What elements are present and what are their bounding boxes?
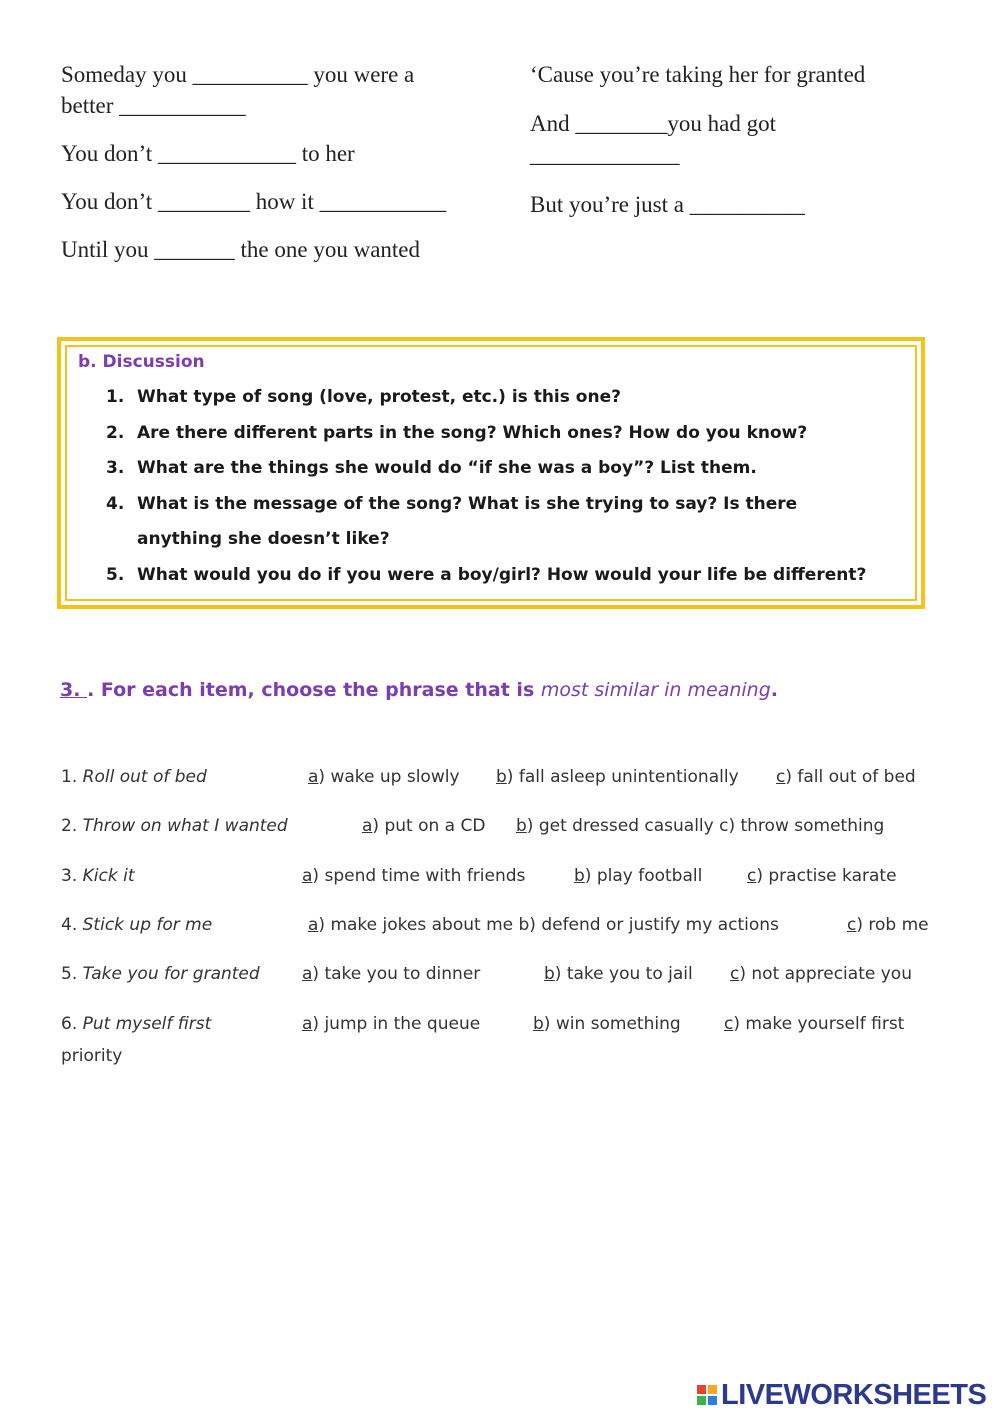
item-phrase: Take you for granted bbox=[82, 964, 260, 984]
item-phrase: Stick up for me bbox=[82, 915, 213, 935]
option-letter: a bbox=[308, 915, 319, 935]
discussion-question bbox=[106, 458, 757, 478]
option-text: ) fall out of bed bbox=[785, 767, 916, 787]
item-number: 1. bbox=[61, 767, 78, 787]
option-c[interactable] bbox=[747, 866, 897, 886]
option-a[interactable] bbox=[362, 816, 485, 836]
option-a[interactable] bbox=[302, 866, 525, 886]
liveworksheets-logo bbox=[697, 1379, 986, 1411]
question-text: What would you do if you were a boy/girl? How would your life be different? bbox=[137, 565, 867, 585]
question-number: 3. bbox=[106, 458, 125, 478]
lyric-line: Someday you __________ you were a bbox=[61, 62, 415, 87]
option-text: ) put on a CD bbox=[372, 816, 486, 836]
option-text: ) practise karate bbox=[756, 866, 897, 886]
option-text: ) win something bbox=[543, 1014, 681, 1034]
question-number: 4. bbox=[106, 494, 125, 514]
option-text: ) take you to jail bbox=[554, 964, 693, 984]
option-text: ) not appreciate you bbox=[739, 964, 912, 984]
lyric-line: You don’t ____________ to her bbox=[61, 141, 355, 166]
item-label bbox=[61, 1014, 211, 1034]
option-letter: b bbox=[533, 1014, 544, 1034]
section-number: 3. bbox=[60, 679, 88, 701]
logo-mark-icon bbox=[697, 1385, 717, 1405]
option-a[interactable] bbox=[302, 1014, 480, 1034]
option-letter: b bbox=[496, 767, 507, 787]
item-label bbox=[61, 767, 207, 787]
option-c[interactable] bbox=[724, 1014, 904, 1034]
item-number: 2. bbox=[61, 816, 78, 836]
section-title-emphasis: most similar in meaning bbox=[540, 679, 771, 701]
discussion-question bbox=[106, 423, 807, 443]
item-label bbox=[61, 915, 212, 935]
item-phrase: Kick it bbox=[82, 866, 135, 886]
lyric-line: But you’re just a __________ bbox=[530, 192, 805, 217]
option-letter: a bbox=[302, 866, 313, 886]
item-number: 4. bbox=[61, 915, 78, 935]
option-c[interactable] bbox=[776, 767, 916, 787]
question-number: 5. bbox=[106, 565, 125, 585]
question-text: What is the message of the song? What is she trying to say? Is there bbox=[137, 494, 798, 514]
lyric-line: And ________you had got bbox=[530, 111, 776, 136]
discussion-question bbox=[106, 387, 621, 407]
option-letter: b bbox=[516, 816, 527, 836]
lyric-line: Until you _______ the one you wanted bbox=[61, 237, 421, 262]
lyric-line: _____________ bbox=[530, 142, 680, 167]
discussion-title: b. Discussion bbox=[78, 352, 205, 372]
option-text: ) fall asleep unintentionally bbox=[506, 767, 739, 787]
lyric-line: better ___________ bbox=[61, 93, 246, 118]
option-letter: b bbox=[544, 964, 555, 984]
option-b[interactable] bbox=[533, 1014, 681, 1034]
option-letter: c bbox=[776, 767, 786, 787]
item-number: 5. bbox=[61, 964, 78, 984]
logo-tile bbox=[708, 1396, 717, 1405]
logo-tile bbox=[697, 1396, 706, 1405]
option-letter: c bbox=[847, 915, 857, 935]
option-letter: a bbox=[308, 767, 319, 787]
logo-tile bbox=[708, 1385, 717, 1394]
option-text: ) make jokes about me b) defend or justify my actions bbox=[318, 915, 779, 935]
option-b[interactable] bbox=[544, 964, 693, 984]
option-text: ) spend time with friends bbox=[312, 866, 526, 886]
question-number: 1. bbox=[106, 387, 125, 407]
item-number: 6. bbox=[61, 1014, 78, 1034]
logo-text: LIVEWORKSHEETS bbox=[721, 1379, 987, 1411]
item-number: 3. bbox=[61, 866, 78, 886]
option-a[interactable] bbox=[308, 767, 460, 787]
discussion-question bbox=[106, 565, 866, 585]
option-text: ) play football bbox=[584, 866, 703, 886]
option-a-b[interactable] bbox=[308, 915, 779, 935]
question-text: What type of song (love, protest, etc.) is this one? bbox=[137, 387, 621, 407]
section-title-end: . bbox=[770, 679, 778, 701]
question-number: 2. bbox=[106, 423, 125, 443]
question-text: Are there different parts in the song? Which ones? How do you know? bbox=[137, 423, 808, 443]
option-text: ) make yourself first bbox=[733, 1014, 905, 1034]
option-text: ) get dressed casually c) throw something bbox=[526, 816, 885, 836]
item-phrase: Throw on what I wanted bbox=[82, 816, 288, 836]
option-letter: a bbox=[302, 1014, 313, 1034]
option-c-continued: priority bbox=[61, 1046, 123, 1066]
option-a[interactable] bbox=[302, 964, 480, 984]
option-text: ) wake up slowly bbox=[318, 767, 460, 787]
option-c[interactable] bbox=[847, 915, 929, 935]
section-title-main: . For each item, choose the phrase that is bbox=[87, 679, 541, 701]
option-text: ) take you to dinner bbox=[312, 964, 481, 984]
question-text-continued: anything she doesn’t like? bbox=[137, 529, 390, 549]
option-letter: c bbox=[724, 1014, 734, 1034]
item-label bbox=[61, 816, 288, 836]
lyric-line: You don’t ________ how it ___________ bbox=[61, 189, 447, 214]
question-text: What are the things she would do “if she was a boy”? List them. bbox=[137, 458, 757, 478]
option-text: ) jump in the queue bbox=[312, 1014, 481, 1034]
option-letter: c bbox=[747, 866, 757, 886]
option-letter: a bbox=[362, 816, 373, 836]
option-text: ) rob me bbox=[856, 915, 929, 935]
option-letter: b bbox=[574, 866, 585, 886]
lyric-line: ‘Cause you’re taking her for granted bbox=[530, 62, 866, 87]
item-label bbox=[61, 866, 135, 886]
discussion-question bbox=[106, 494, 797, 514]
option-b[interactable] bbox=[516, 816, 884, 836]
option-letter: a bbox=[302, 964, 313, 984]
section-3-title bbox=[60, 679, 778, 701]
option-c[interactable] bbox=[730, 964, 912, 984]
option-b[interactable] bbox=[496, 767, 739, 787]
logo-tile bbox=[697, 1385, 706, 1394]
item-phrase: Put myself first bbox=[82, 1014, 212, 1034]
option-letter: c bbox=[730, 964, 740, 984]
option-b[interactable] bbox=[574, 866, 702, 886]
item-label bbox=[61, 964, 260, 984]
item-phrase: Roll out of bed bbox=[82, 767, 207, 787]
